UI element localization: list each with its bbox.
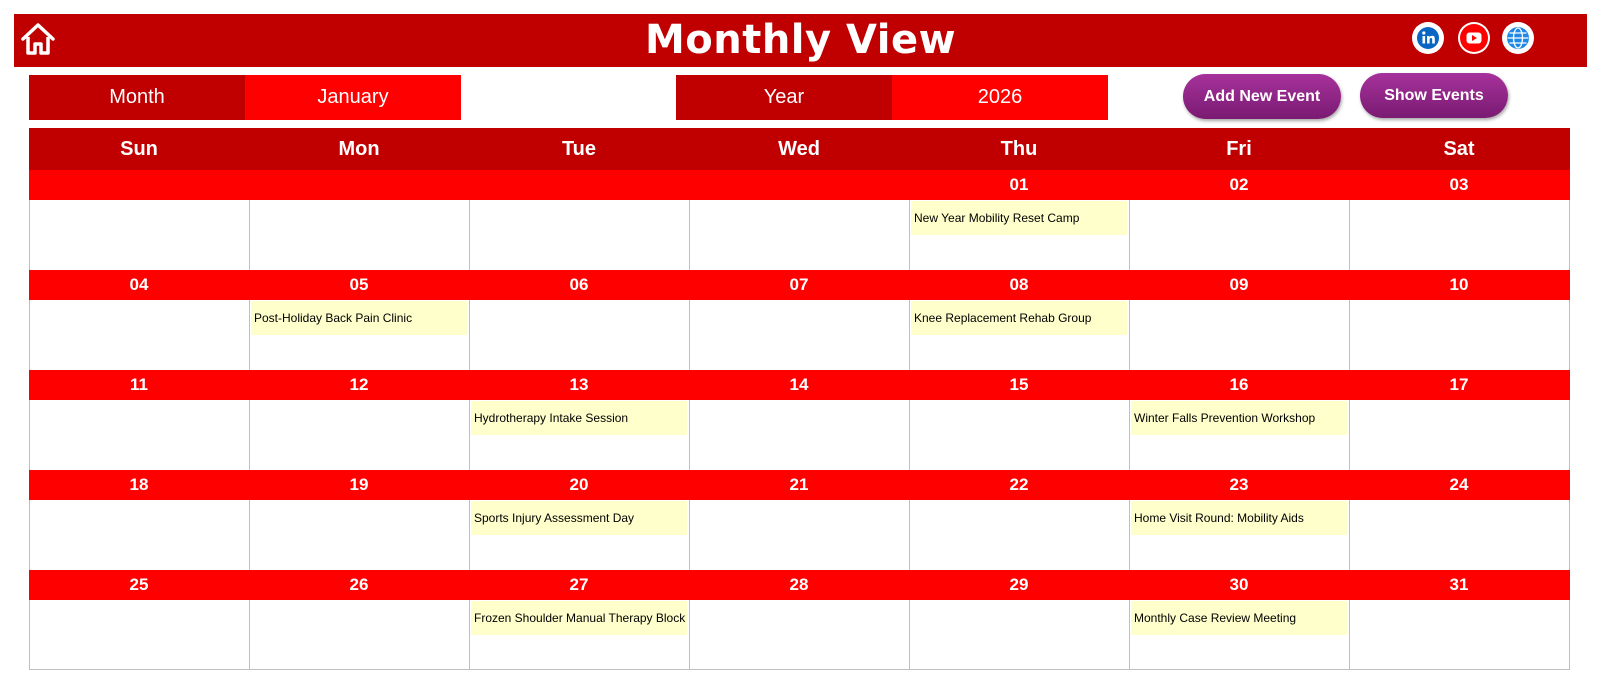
day-number: 03 bbox=[1449, 175, 1469, 194]
linkedin-icon[interactable] bbox=[1412, 22, 1444, 54]
day-cell[interactable] bbox=[250, 200, 470, 270]
day-number: 20 bbox=[569, 475, 589, 494]
day-cells-row bbox=[29, 400, 1570, 470]
day-number: 04 bbox=[129, 275, 149, 294]
week-row bbox=[29, 170, 1570, 270]
day-number: 27 bbox=[569, 575, 589, 594]
day-number: 18 bbox=[129, 475, 149, 494]
day-number: 31 bbox=[1449, 575, 1469, 594]
day-cell[interactable] bbox=[30, 600, 250, 670]
day-cells-row bbox=[29, 200, 1570, 270]
day-number: 19 bbox=[349, 475, 369, 494]
year-label: Year bbox=[676, 75, 892, 120]
event-item[interactable]: Post-Holiday Back Pain Clinic bbox=[251, 301, 467, 335]
day-cell[interactable] bbox=[250, 400, 470, 470]
weekday-tue: Tue bbox=[561, 138, 597, 160]
show-events-button[interactable]: Show Events bbox=[1360, 73, 1508, 118]
event-item[interactable]: New Year Mobility Reset Camp bbox=[911, 201, 1127, 235]
day-number-row bbox=[29, 370, 1570, 400]
day-cell[interactable] bbox=[1350, 300, 1570, 370]
weekday-fri: Fri bbox=[1226, 138, 1252, 160]
day-number: 09 bbox=[1229, 275, 1249, 294]
day-number: 01 bbox=[1009, 175, 1029, 194]
day-cell[interactable] bbox=[470, 400, 690, 470]
week-row bbox=[29, 270, 1570, 370]
day-cell[interactable] bbox=[250, 600, 470, 670]
day-cell[interactable] bbox=[470, 300, 690, 370]
month-label: Month bbox=[29, 75, 245, 120]
day-cells-row bbox=[29, 300, 1570, 370]
week-row bbox=[29, 570, 1570, 670]
day-number: 02 bbox=[1229, 175, 1249, 194]
day-cells-row bbox=[29, 600, 1570, 670]
week-row bbox=[29, 370, 1570, 470]
calendar-grid bbox=[29, 128, 1570, 670]
day-cell[interactable] bbox=[690, 200, 910, 270]
day-cell[interactable] bbox=[910, 200, 1130, 270]
day-cell[interactable] bbox=[470, 600, 690, 670]
day-cell[interactable] bbox=[1350, 500, 1570, 570]
day-cell[interactable] bbox=[1130, 400, 1350, 470]
day-cell[interactable] bbox=[910, 600, 1130, 670]
day-cell[interactable] bbox=[1350, 400, 1570, 470]
weekday-mon: Mon bbox=[338, 138, 380, 160]
day-cell[interactable] bbox=[250, 300, 470, 370]
event-item[interactable]: Sports Injury Assessment Day bbox=[471, 501, 687, 535]
day-number: 06 bbox=[569, 275, 589, 294]
weekday-thu: Thu bbox=[1000, 138, 1038, 160]
day-number: 11 bbox=[130, 375, 148, 394]
day-number bbox=[689, 170, 909, 200]
day-cell[interactable] bbox=[910, 500, 1130, 570]
event-item[interactable]: Winter Falls Prevention Workshop bbox=[1131, 401, 1347, 435]
day-number: 12 bbox=[349, 375, 369, 394]
day-cell[interactable] bbox=[910, 400, 1130, 470]
weekday-sun: Sun bbox=[120, 138, 158, 160]
globe-icon[interactable] bbox=[1502, 22, 1534, 54]
week-row bbox=[29, 470, 1570, 570]
year-select[interactable]: 2026 bbox=[892, 75, 1108, 120]
day-number: 17 bbox=[1449, 375, 1469, 394]
day-cell[interactable] bbox=[30, 400, 250, 470]
day-number: 08 bbox=[1009, 275, 1029, 294]
event-item[interactable]: Hydrotherapy Intake Session bbox=[471, 401, 687, 435]
day-cell[interactable] bbox=[690, 600, 910, 670]
day-number bbox=[249, 170, 469, 200]
day-number: 15 bbox=[1009, 375, 1029, 394]
day-number: 25 bbox=[129, 575, 149, 594]
day-cell[interactable] bbox=[690, 300, 910, 370]
day-number: 28 bbox=[789, 575, 809, 594]
day-number: 23 bbox=[1229, 475, 1249, 494]
event-item[interactable]: Frozen Shoulder Manual Therapy Block bbox=[471, 601, 687, 635]
day-cell[interactable] bbox=[250, 500, 470, 570]
page-title: Monthly View bbox=[644, 17, 957, 63]
day-number bbox=[469, 170, 689, 200]
day-number: 22 bbox=[1009, 475, 1029, 494]
youtube-icon[interactable] bbox=[1458, 22, 1490, 54]
day-cell[interactable] bbox=[1130, 200, 1350, 270]
add-new-event-button[interactable]: Add New Event bbox=[1183, 74, 1341, 119]
day-cell[interactable] bbox=[690, 500, 910, 570]
day-cells-row bbox=[29, 500, 1570, 570]
day-cell[interactable] bbox=[30, 300, 250, 370]
day-number: 07 bbox=[789, 275, 809, 294]
day-cell[interactable] bbox=[470, 500, 690, 570]
day-number: 30 bbox=[1229, 575, 1249, 594]
weekday-header-row bbox=[29, 128, 1570, 170]
event-item[interactable]: Monthly Case Review Meeting bbox=[1131, 601, 1347, 635]
event-item[interactable]: Home Visit Round: Mobility Aids bbox=[1131, 501, 1347, 535]
weeks-container bbox=[29, 170, 1570, 670]
day-number: 13 bbox=[569, 375, 589, 394]
day-cell[interactable] bbox=[1350, 200, 1570, 270]
day-number-row bbox=[29, 170, 1570, 200]
day-number: 29 bbox=[1009, 575, 1029, 594]
day-number: 24 bbox=[1449, 475, 1469, 494]
day-cell[interactable] bbox=[1350, 600, 1570, 670]
day-cell[interactable] bbox=[1130, 500, 1350, 570]
day-cell[interactable] bbox=[910, 300, 1130, 370]
weekday-wed: Wed bbox=[778, 138, 820, 160]
day-number: 14 bbox=[789, 375, 809, 394]
day-cell[interactable] bbox=[30, 500, 250, 570]
event-item[interactable]: Knee Replacement Rehab Group bbox=[911, 301, 1127, 335]
day-number: 16 bbox=[1229, 375, 1249, 394]
day-cell[interactable] bbox=[1130, 300, 1350, 370]
day-cell[interactable] bbox=[690, 400, 910, 470]
day-number bbox=[29, 170, 249, 200]
day-cell[interactable] bbox=[30, 200, 250, 270]
day-number-row bbox=[29, 270, 1570, 300]
day-number-row bbox=[29, 570, 1570, 600]
header-bar bbox=[14, 14, 1587, 67]
month-select[interactable]: January bbox=[245, 75, 461, 120]
day-number: 26 bbox=[349, 575, 369, 594]
day-number: 21 bbox=[789, 475, 809, 494]
day-cell[interactable] bbox=[470, 200, 690, 270]
day-cell[interactable] bbox=[1130, 600, 1350, 670]
day-number: 05 bbox=[349, 275, 369, 294]
day-number-row bbox=[29, 470, 1570, 500]
weekday-sat: Sat bbox=[1443, 138, 1475, 160]
day-number: 10 bbox=[1449, 275, 1469, 294]
